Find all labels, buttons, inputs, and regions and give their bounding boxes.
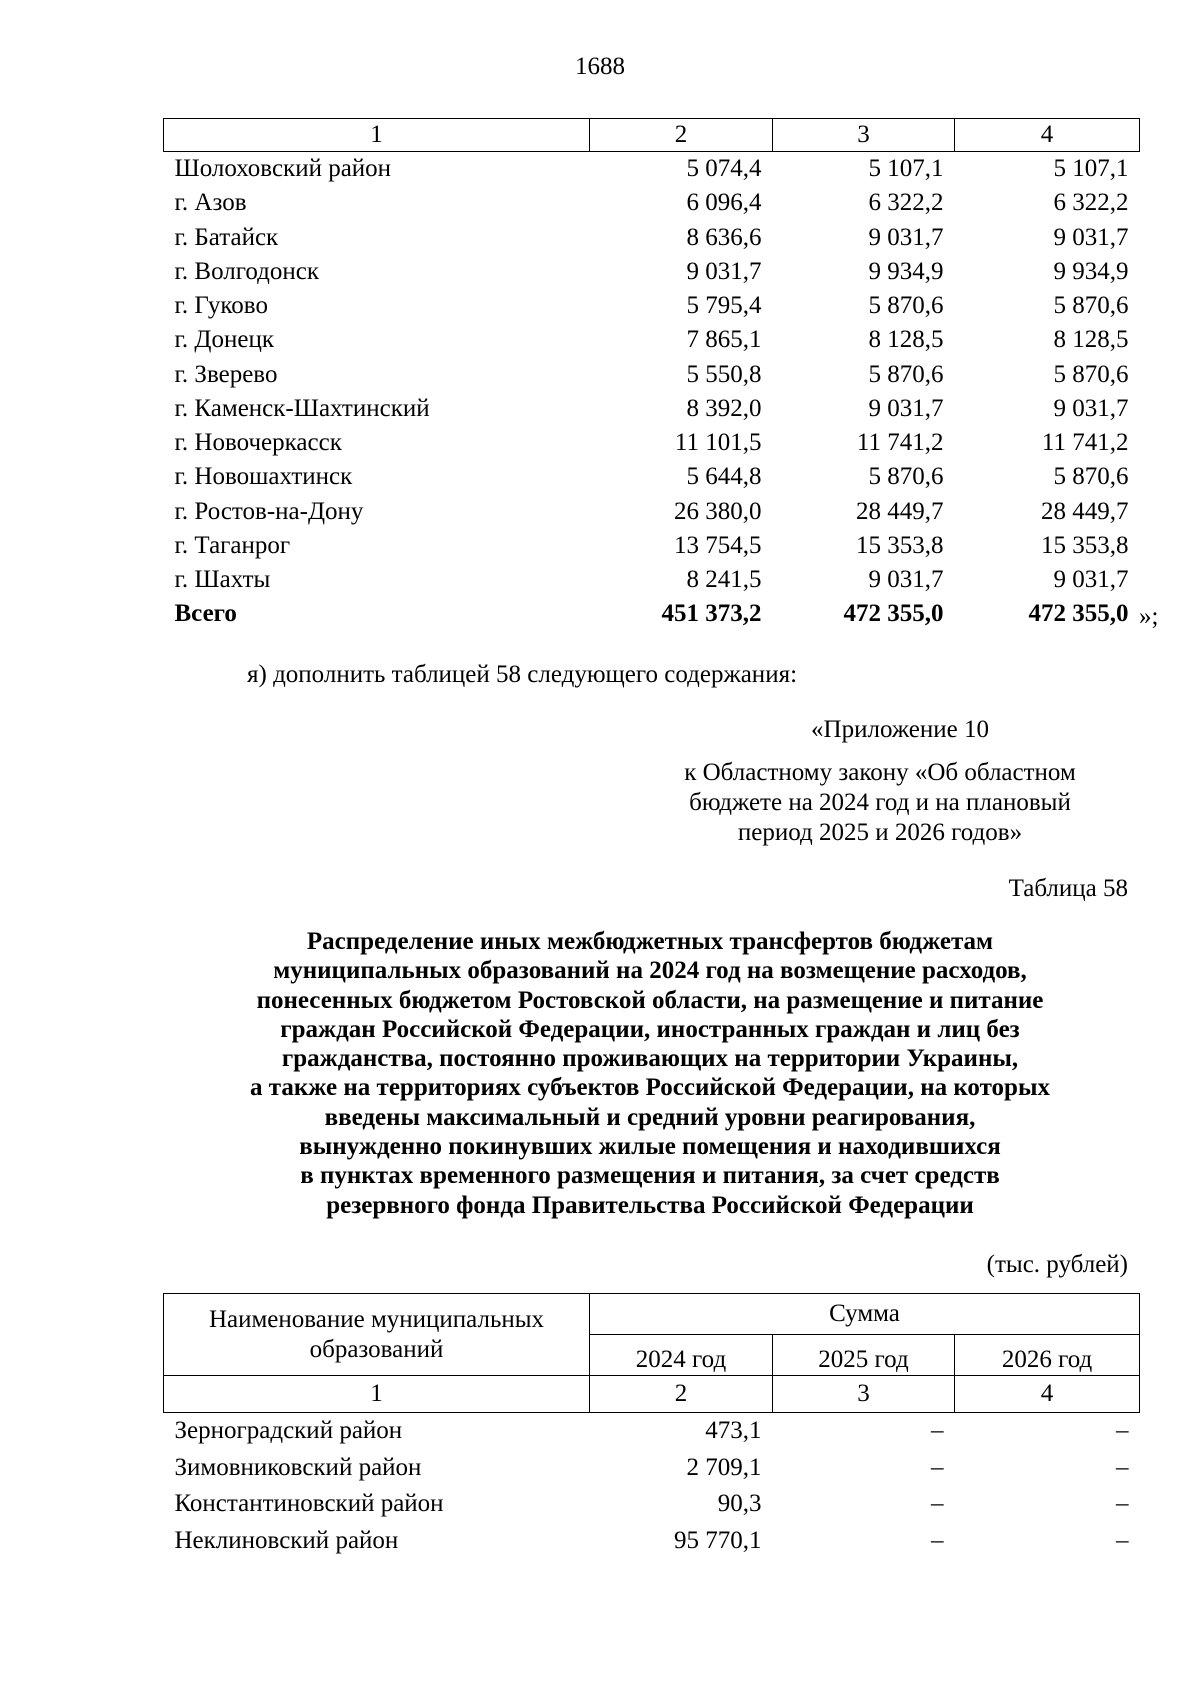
table-row: [164, 1486, 1140, 1523]
title-line: резервного фонда Правительства Российской Федерации: [326, 1191, 974, 1219]
table-row: [164, 255, 1140, 289]
value-col-4: 5 107,1: [1053, 155, 1129, 183]
column-number: 2: [590, 1376, 773, 1413]
title-line: муниципальных образований на 2024 год на возмещение расходов,: [273, 957, 1027, 985]
amount-2026: –: [1116, 1526, 1129, 1554]
municipality-name: Шолоховский район: [174, 155, 392, 183]
municipality-name: г. Гуково: [174, 292, 268, 320]
annex-law-line: бюджете на 2024 год и на плановый: [689, 789, 1071, 816]
value-col-3: 9 031,7: [868, 223, 944, 251]
value-col-2: 5 795,4: [686, 292, 762, 320]
column-number-row: [164, 1376, 1140, 1413]
value-col-2: 5 644,8: [686, 463, 762, 491]
table-58: [163, 1293, 1140, 1559]
municipality-name: Неклиновский район: [174, 1526, 399, 1554]
value-col-4: 5 870,6: [1053, 292, 1129, 320]
title-line: вынужденно покинувших жилые помещения и находившихся: [299, 1133, 1001, 1161]
value-col-3: 15 353,8: [856, 531, 944, 559]
value-col-4: 9 031,7: [1053, 566, 1129, 594]
annex-title: «Приложение 10: [811, 716, 989, 743]
value-col-4: 9 934,9: [1053, 257, 1129, 285]
table-row: [164, 289, 1140, 323]
title-line: гражданства, постоянно проживающих на территории Украины,: [281, 1045, 1019, 1073]
value-col-3: 8 128,5: [868, 326, 944, 354]
title-line: в пунктах временного размещения и питания, за счет средств: [300, 1162, 1000, 1190]
header-year-2026: 2026 год: [955, 1335, 1140, 1376]
value-col-3: 5 870,6: [868, 463, 944, 491]
total-row: [164, 597, 1140, 631]
municipality-name: г. Донецк: [174, 326, 274, 354]
total-col-3: 472 355,0: [843, 600, 944, 628]
total-closing-quote: »;: [1139, 603, 1159, 630]
header-name-line: образований: [309, 1335, 444, 1363]
continued-table-body: [164, 152, 1140, 632]
municipality-name: г. Зверево: [174, 360, 278, 388]
table-title: [150, 927, 1150, 1220]
column-number-row: [164, 119, 1140, 152]
total-col-2: 451 373,2: [661, 600, 762, 628]
header-year-2025: 2025 год: [773, 1335, 955, 1376]
amendment-paragraph: я) дополнить таблицей 58 следующего содержания:: [247, 661, 798, 688]
municipality-name: г. Шахты: [174, 566, 271, 594]
column-number: 4: [955, 119, 1140, 152]
value-col-3: 5 107,1: [868, 155, 944, 183]
amount-2025: –: [931, 1490, 944, 1518]
value-col-4: 28 449,7: [1041, 497, 1129, 525]
amount-2024: 2 709,1: [686, 1453, 762, 1481]
value-col-3: 9 031,7: [868, 394, 944, 422]
amount-2026: –: [1116, 1490, 1129, 1518]
value-col-2: 13 754,5: [674, 531, 762, 559]
column-number: 3: [773, 1376, 955, 1413]
municipality-name: г. Новошахтинск: [174, 463, 353, 491]
municipality-name: Константиновский район: [174, 1490, 444, 1518]
value-col-2: 7 865,1: [686, 326, 762, 354]
table-row: [164, 563, 1140, 597]
title-line: понесенных бюджетом Ростовской области, на размещение и питание: [256, 986, 1044, 1014]
value-col-2: 6 096,4: [686, 189, 762, 217]
value-col-3: 28 449,7: [856, 497, 944, 525]
column-number: 4: [955, 1376, 1140, 1413]
municipality-name: г. Таганрог: [174, 531, 291, 559]
value-col-3: 5 870,6: [868, 360, 944, 388]
value-col-4: 11 741,2: [1041, 429, 1129, 457]
table-row: [164, 186, 1140, 220]
annex-law-line: период 2025 и 2026 годов»: [737, 819, 1023, 846]
value-col-4: 5 870,6: [1053, 360, 1129, 388]
table-row: [164, 323, 1140, 357]
header-municipality: [164, 1294, 590, 1376]
amount-2025: –: [931, 1417, 944, 1445]
municipality-name: Зерноградский район: [174, 1417, 403, 1445]
value-col-4: 8 128,5: [1053, 326, 1129, 354]
value-col-4: 9 031,7: [1053, 223, 1129, 251]
municipality-name: г. Азов: [174, 189, 247, 217]
column-number: 1: [164, 1376, 590, 1413]
table-row: [164, 221, 1140, 255]
table-row: [164, 152, 1140, 187]
units-note: (тыс. рублей): [986, 1251, 1128, 1278]
municipality-name: г. Батайск: [174, 223, 279, 251]
table-row: [164, 358, 1140, 392]
total-col-4: 472 355,0: [1028, 600, 1129, 628]
value-col-2: 26 380,0: [674, 497, 762, 525]
value-col-4: 6 322,2: [1053, 189, 1129, 217]
table-label: Таблица 58: [1008, 875, 1128, 902]
total-label: Всего: [174, 600, 237, 628]
amount-2026: –: [1116, 1453, 1129, 1481]
annex-law-reference: [640, 758, 1120, 848]
value-col-3: 9 031,7: [868, 566, 944, 594]
table-58-body: [164, 1413, 1140, 1560]
municipality-name: г. Ростов-на-Дону: [174, 497, 364, 525]
title-line: введены максимальный и средний уровни реагирования,: [324, 1103, 976, 1131]
table-row: [164, 1523, 1140, 1560]
title-line: граждан Российской Федерации, иностранных граждан и лиц без: [280, 1015, 1020, 1043]
amount-2024: 95 770,1: [674, 1526, 762, 1554]
column-number: 2: [590, 119, 773, 152]
header-sum: Сумма: [590, 1294, 1140, 1335]
value-col-2: 9 031,7: [686, 257, 762, 285]
amount-2024: 90,3: [717, 1490, 762, 1518]
header-name-line: Наименование муниципальных: [208, 1305, 545, 1333]
column-number: 1: [164, 119, 590, 152]
table-row: [164, 1413, 1140, 1450]
title-line: а также на территориях субъектов Российской Федерации, на которых: [250, 1074, 1050, 1102]
table-row: [164, 460, 1140, 494]
value-col-2: 5 074,4: [686, 155, 762, 183]
table-row: [164, 426, 1140, 460]
value-col-4: 5 870,6: [1053, 463, 1129, 491]
table-row: [164, 1450, 1140, 1487]
value-col-3: 5 870,6: [868, 292, 944, 320]
table-row: [164, 495, 1140, 529]
header-year-2024: 2024 год: [590, 1335, 773, 1376]
value-col-3: 11 741,2: [856, 429, 944, 457]
value-col-2: 11 101,5: [674, 429, 762, 457]
table-row: [164, 529, 1140, 563]
municipality-name: Зимовниковский район: [174, 1453, 422, 1481]
title-line: Распределение иных межбюджетных трансфертов бюджетам: [306, 928, 994, 955]
value-col-3: 9 934,9: [868, 257, 944, 285]
column-number: 3: [773, 119, 955, 152]
table-row: [164, 392, 1140, 426]
continued-table: [163, 118, 1140, 632]
value-col-3: 6 322,2: [868, 189, 944, 217]
value-col-2: 8 241,5: [686, 566, 762, 594]
page-number: 1688: [575, 53, 625, 80]
value-col-4: 15 353,8: [1041, 531, 1129, 559]
amount-2026: –: [1116, 1417, 1129, 1445]
value-col-4: 9 031,7: [1053, 394, 1129, 422]
municipality-name: г. Новочеркасск: [174, 429, 342, 457]
amount-2025: –: [931, 1526, 944, 1554]
value-col-2: 8 392,0: [686, 394, 762, 422]
municipality-name: г. Каменск-Шахтинский: [174, 394, 430, 422]
value-col-2: 8 636,6: [686, 223, 762, 251]
value-col-2: 5 550,8: [686, 360, 762, 388]
annex-law-line: к Областному закону «Об областном: [684, 759, 1076, 786]
amount-2024: 473,1: [705, 1417, 762, 1445]
municipality-name: г. Волгодонск: [174, 257, 320, 285]
amount-2025: –: [931, 1453, 944, 1481]
